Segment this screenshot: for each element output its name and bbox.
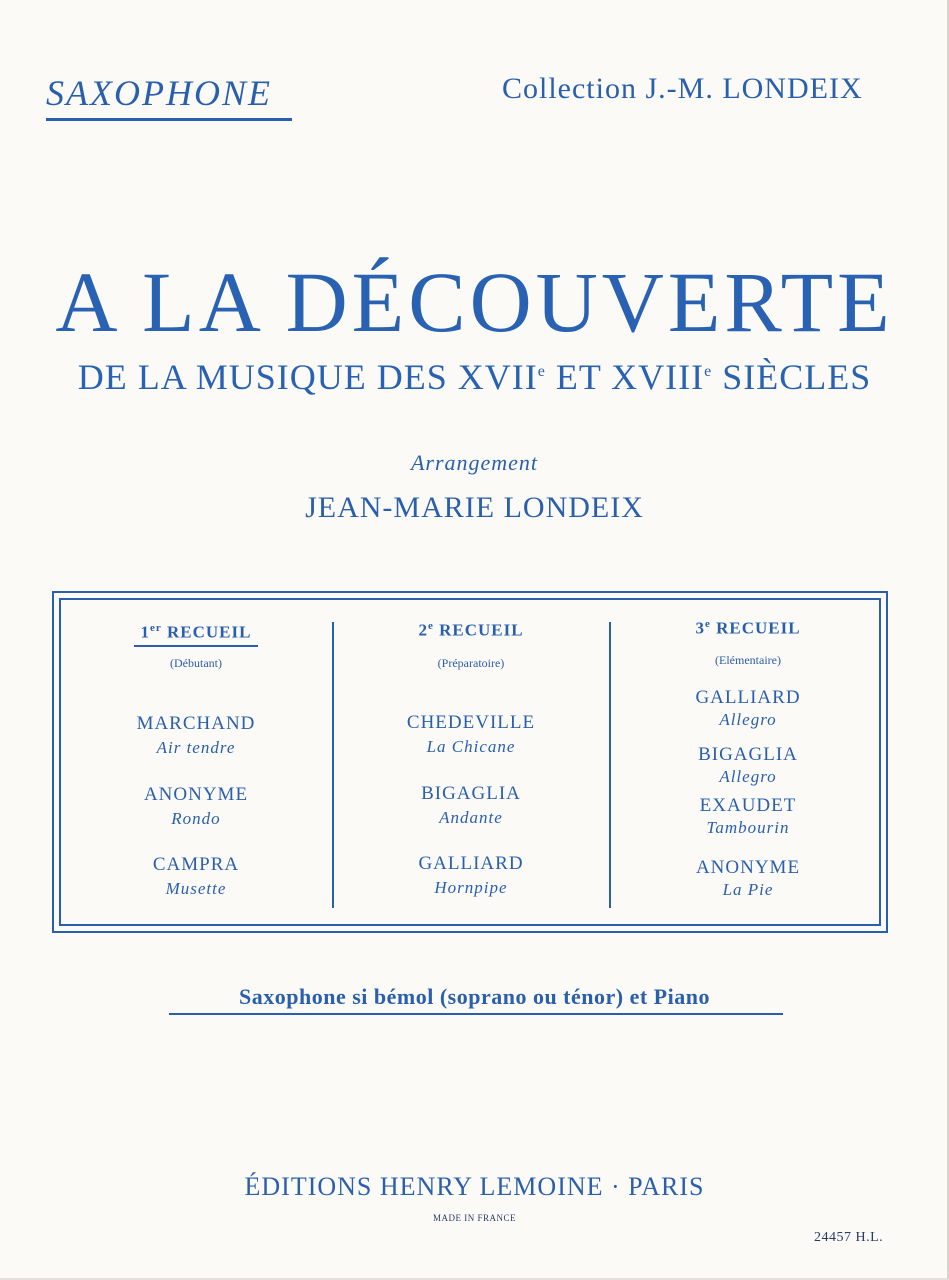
piece-title: La Pie: [722, 880, 774, 899]
volume-1-underline: [134, 645, 258, 647]
volume-1-column: [61, 622, 331, 643]
volume-1-number: 1: [140, 622, 150, 642]
piece-title: Air tendre: [156, 738, 236, 757]
instrument-underline: [46, 118, 292, 121]
instrumentation-underline: [169, 1013, 783, 1015]
volume-2-number-sup: e: [427, 620, 434, 632]
subtitle-mid: ET XVIII: [545, 357, 705, 397]
subtitle-sup-1: e: [537, 363, 546, 380]
piece-title: Hornpipe: [434, 878, 508, 897]
volume-2-label: RECUEIL: [433, 620, 524, 640]
piece-title: Andante: [439, 808, 503, 827]
composer: ANONYME: [695, 857, 801, 878]
volume-2-level: (Préparatoire): [437, 656, 505, 670]
piece-title: Allegro: [719, 767, 777, 786]
composer: BIGAGLIA: [421, 783, 521, 804]
volume-3-piece-1: [613, 687, 883, 730]
volume-1-piece-1: [61, 713, 331, 758]
volume-1-level: (Débutant): [170, 656, 222, 670]
volume-1-number-sup: er: [150, 622, 162, 634]
arrangement-label: Arrangement: [410, 450, 539, 475]
volume-1-list: [61, 656, 331, 671]
volume-2-list: [336, 656, 606, 671]
composer: CHEDEVILLE: [406, 712, 536, 733]
volume-3-piece-3: [613, 795, 883, 838]
volume-3-list: [613, 653, 883, 668]
subtitle-sup-2: e: [704, 363, 713, 380]
volume-2-heading: [336, 620, 606, 641]
volume-3-heading: [613, 618, 883, 639]
column-divider-2: [609, 622, 611, 908]
instrumentation-line: Saxophone si bémol (soprano ou ténor) et Piano: [239, 984, 710, 1009]
subtitle-suffix: SIÈCLES: [712, 357, 872, 397]
volume-2-piece-2: [336, 783, 606, 828]
plate-number: 24457 H.L.: [814, 1230, 884, 1245]
made-in-label: MADE IN FRANCE: [432, 1213, 516, 1223]
piece-title: Rondo: [171, 809, 221, 828]
volume-1-label: RECUEIL: [161, 622, 252, 642]
volume-3-label: RECUEIL: [710, 618, 801, 638]
composer: GALLIARD: [418, 853, 524, 874]
volume-1-heading: [61, 622, 331, 643]
volume-3-number: 3: [695, 618, 705, 638]
column-divider-1: [332, 622, 334, 908]
volume-2-number: 2: [418, 620, 428, 640]
volume-2-piece-1: [336, 712, 606, 757]
composer: BIGAGLIA: [698, 744, 798, 765]
composer: GALLIARD: [695, 687, 801, 708]
volume-2-column: [336, 620, 606, 641]
piece-title: Musette: [165, 879, 227, 898]
volume-3-piece-2: [613, 744, 883, 787]
volume-1-piece-3: [61, 854, 331, 899]
volume-1-piece-2: [61, 784, 331, 829]
collection-label: Collection J.-M. LONDEIX: [502, 72, 863, 105]
volume-3-column: [613, 618, 883, 639]
subtitle-prefix: DE LA MUSIQUE DES XVII: [77, 357, 538, 397]
main-title: A LA DÉCOUVERTE: [55, 254, 894, 350]
composer: EXAUDET: [699, 795, 797, 816]
piece-title: La Chicane: [426, 737, 516, 756]
instrument-heading: SAXOPHONE: [46, 73, 272, 113]
composer: MARCHAND: [136, 713, 256, 734]
volume-2-piece-3: [336, 853, 606, 898]
composer: CAMPRA: [152, 854, 240, 875]
composer: ANONYME: [143, 784, 249, 805]
volume-3-level: (Elémentaire): [715, 653, 781, 667]
volume-3-number-sup: e: [704, 618, 711, 630]
piece-title: Allegro: [719, 710, 777, 729]
piece-title: Tambourin: [706, 818, 790, 837]
volume-3-piece-4: [613, 857, 883, 900]
subtitle: [0, 356, 949, 398]
arranger-name: JEAN-MARIE LONDEIX: [305, 491, 644, 524]
publisher-name: ÉDITIONS HENRY LEMOINE · PARIS: [244, 1172, 705, 1201]
